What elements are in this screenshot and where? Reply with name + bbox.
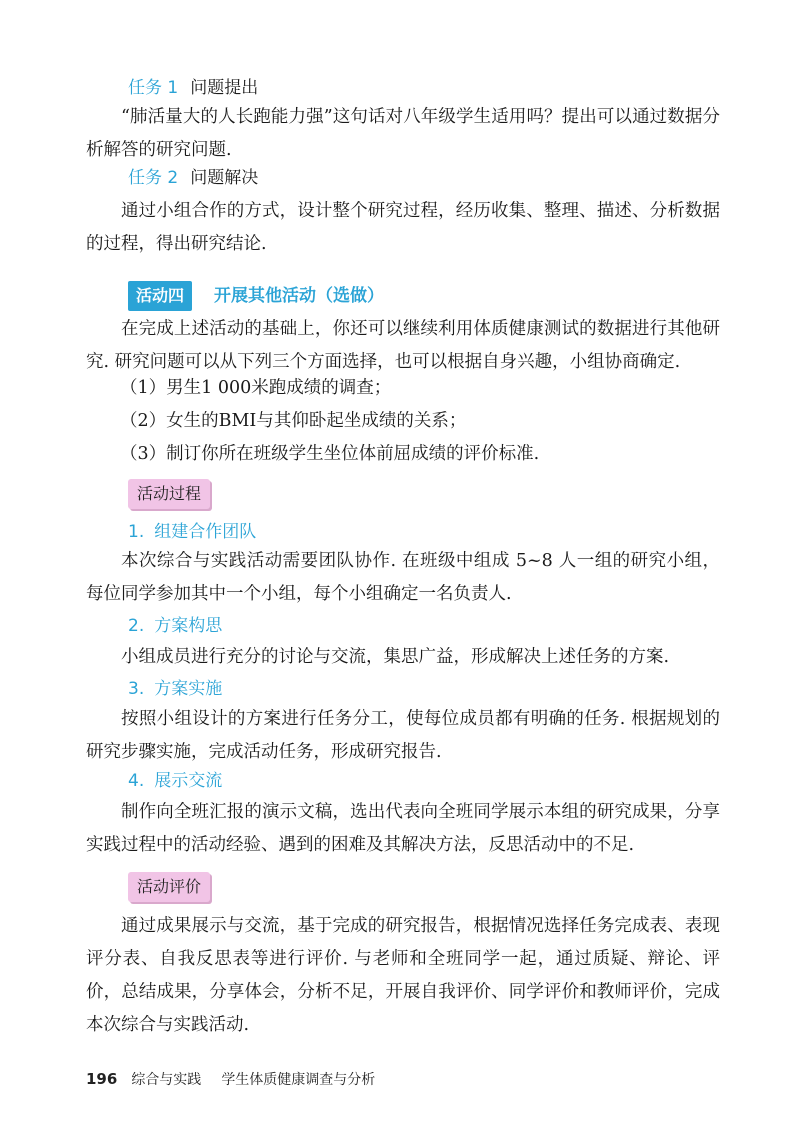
activity4-option: （1）男生1 000米跑成绩的调查； bbox=[120, 378, 392, 398]
evaluation-tag: 活动评价 bbox=[128, 872, 210, 902]
activity4-option: （2）女生的BMI与其仰卧起坐成绩的关系； bbox=[120, 411, 467, 431]
step3-heading bbox=[128, 677, 222, 701]
step2-heading bbox=[128, 614, 222, 638]
task1-number: 任务 1 bbox=[128, 78, 179, 98]
activity4-intro: 在完成上述活动的基础上，你还可以继续利用体质健康测试的数据进行其他研究. 研究问题可以从下列三个方面选择，也可以根据自身兴趣，小组协商确定. bbox=[86, 319, 720, 372]
step-title: 展示交流 bbox=[154, 771, 223, 791]
evaluation-text: 通过成果展示与交流，基于完成的研究报告，根据情况选择任务完成表、表现评分表、自我反思表等进行评价. 与老师和全班同学一起，通过质疑、辩论、评价，总结成果，分享体会，分析不足，开展自我评价、同学评价和教师评价，完成本次综合与实践活动. bbox=[86, 916, 720, 1035]
step1-heading bbox=[128, 520, 256, 544]
step-title: 方案构思 bbox=[154, 616, 223, 636]
step2-text: 小组成员进行充分的讨论与交流，集思广益，形成解决上述任务的方案. bbox=[121, 647, 670, 667]
footer-section: 综合与实践 bbox=[131, 1072, 202, 1088]
task2-heading bbox=[128, 166, 258, 190]
step-number: 3. bbox=[128, 679, 145, 699]
page-number: 196 bbox=[86, 1070, 118, 1088]
activity4-option: （3）制订你所在班级学生坐位体前屈成绩的评价标准. bbox=[120, 444, 540, 464]
step3-text: 按照小组设计的方案进行任务分工，使每位成员都有明确的任务. 根据规划的研究步骤实施，完成活动任务，形成研究报告. bbox=[86, 709, 720, 762]
task2-number: 任务 2 bbox=[128, 168, 179, 188]
page-footer bbox=[86, 1068, 375, 1091]
step4-text: 制作向全班汇报的演示文稿，选出代表向全班同学展示本组的研究成果，分享实践过程中的活动经验、遇到的困难及其解决方法，反思活动中的不足. bbox=[86, 802, 720, 855]
step-title: 方案实施 bbox=[154, 679, 223, 699]
task1-text: “肺活量大的人长跑能力强”这句话对八年级学生适用吗？提出可以通过数据分析解答的研究问题. bbox=[86, 107, 720, 160]
process-tag: 活动过程 bbox=[128, 479, 210, 509]
task2-title: 问题解决 bbox=[190, 168, 259, 188]
task2-text: 通过小组合作的方式，设计整个研究过程，经历收集、整理、描述、分析数据的过程，得出研究结论. bbox=[86, 201, 720, 254]
task1-heading bbox=[128, 76, 258, 100]
activity4-title: 开展其他活动（选做） bbox=[214, 286, 384, 306]
step-title: 组建合作团队 bbox=[154, 522, 257, 542]
footer-subject: 学生体质健康调查与分析 bbox=[221, 1072, 376, 1088]
activity4-tag: 活动四 bbox=[128, 281, 192, 311]
step1-text: 本次综合与实践活动需要团队协作. 在班级中组成 5~8 人一组的研究小组，每位同学参加其中一个小组，每个小组确定一名负责人. bbox=[86, 551, 720, 604]
step-number: 1. bbox=[128, 522, 145, 542]
step-number: 2. bbox=[128, 616, 145, 636]
task1-title: 问题提出 bbox=[190, 78, 259, 98]
step-number: 4. bbox=[128, 771, 145, 791]
step4-heading bbox=[128, 769, 222, 793]
